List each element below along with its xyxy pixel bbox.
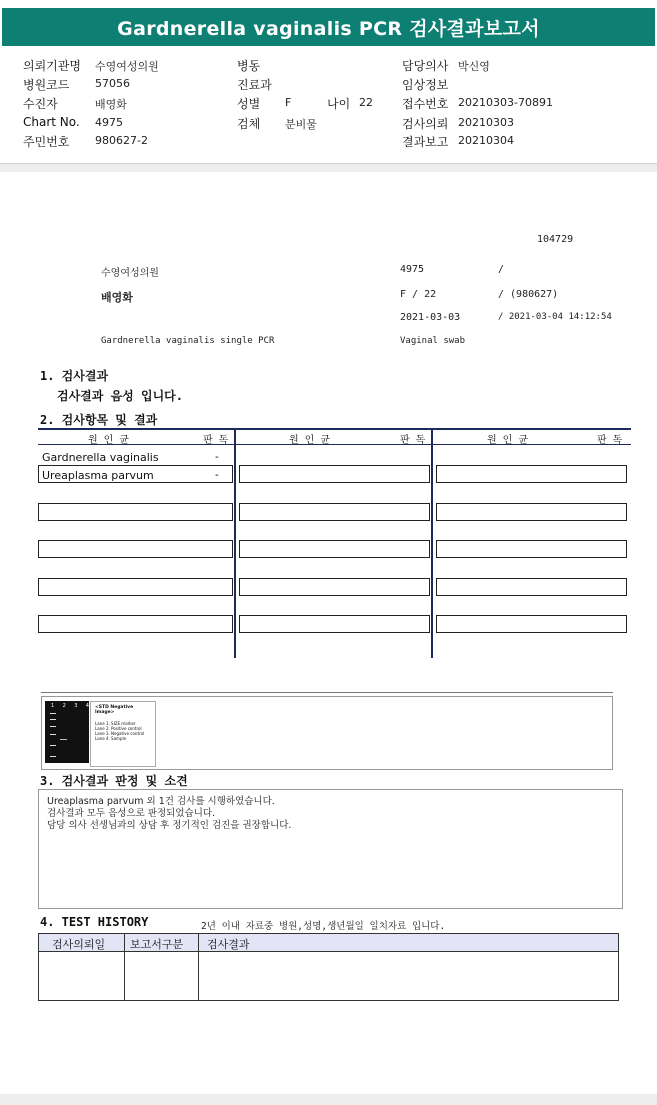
receipt-label: 접수번호 — [402, 97, 449, 111]
age-value: 22 — [359, 96, 373, 109]
chart-label: Chart No. — [23, 115, 80, 129]
institution-value: 수영여성의원 — [95, 60, 159, 73]
table-row — [436, 465, 627, 483]
gel-legend-line-4: Lane 4. Sample — [95, 736, 127, 741]
gel-lane-2: 2 — [62, 703, 66, 709]
report-institution: 수영여성의원 — [101, 268, 159, 279]
opinion-line-2: 검사결과 모두 음성으로 판정되었습니다. — [47, 808, 216, 819]
col-judgement-1: 판 독 — [203, 435, 229, 446]
results-table-top-rule — [38, 428, 631, 430]
gel-legend — [90, 701, 156, 767]
gel-top-rule — [41, 692, 613, 693]
table-row — [239, 615, 430, 633]
opinion-line-3: 담당 의사 선생님과의 상담 후 정기적인 검진을 권장합니다. — [47, 820, 292, 831]
specimen-value: 분비물 — [285, 118, 317, 131]
opinion-box — [38, 789, 623, 909]
chart-value: 4975 — [95, 116, 123, 129]
col-pathogen-3: 원 인 균 — [487, 435, 529, 446]
rrn-value: 980627-2 — [95, 134, 148, 147]
opinion-line-1: Ureaplasma parvum 외 1건 검사를 시행하였습니다. — [47, 796, 275, 807]
result-row-2-value: - — [215, 469, 219, 481]
gel-legend-line-3: Lane 3. Negative control — [95, 731, 145, 736]
hospital-code-value: 57056 — [95, 77, 130, 90]
age-label: 나이 — [327, 97, 351, 111]
report-value: 20210304 — [458, 134, 514, 147]
report-date-reported: / 2021-03-04 14:12:54 — [498, 312, 612, 322]
history-note: 2년 이내 자료중 병원,성명,생년월일 일치자료 입니다. — [201, 921, 446, 932]
section1-title: 1. 검사결과 — [40, 369, 109, 383]
table-row — [38, 503, 233, 521]
rrn-label: 주민번호 — [23, 135, 70, 149]
patient-label: 수진자 — [23, 97, 58, 111]
col-pathogen-2: 원 인 균 — [289, 435, 331, 446]
result-row-1-value: - — [215, 451, 219, 463]
col-judgement-2: 판 독 — [400, 435, 426, 446]
table-row — [38, 615, 233, 633]
report-patient: 배영화 — [101, 291, 133, 304]
report-specimen: Vaginal swab — [400, 336, 466, 346]
institution-label: 의뢰기관명 — [23, 59, 81, 73]
history-col-type: 보고서구분 — [130, 938, 184, 951]
table-row — [239, 540, 430, 558]
report-id-number: 104729 — [537, 234, 574, 245]
doctor-value: 박신영 — [458, 60, 490, 73]
gel-image — [45, 701, 89, 763]
doctor-label: 담당의사 — [402, 59, 449, 73]
header-separator — [0, 163, 657, 172]
report-date-received: 2021-03-03 — [400, 312, 461, 323]
results-col-divider-2 — [431, 428, 433, 658]
sex-value: F — [285, 96, 292, 109]
table-row — [436, 503, 627, 521]
dept-label: 진료과 — [237, 78, 272, 92]
results-col-divider-1 — [234, 428, 236, 658]
report-test-name: Gardnerella vaginalis single PCR — [101, 336, 275, 346]
history-divider-1 — [124, 934, 125, 1000]
table-row — [38, 578, 233, 596]
table-row — [239, 503, 430, 521]
report-birth: / (980627) — [498, 289, 559, 300]
history-divider-2 — [198, 934, 199, 1000]
history-col-result: 검사결과 — [207, 938, 250, 951]
footer-bar — [0, 1094, 657, 1105]
request-label: 검사의뢰 — [402, 117, 449, 131]
section1-result: 검사결과 음성 입니다. — [57, 389, 184, 403]
result-row-1-name: Gardnerella vaginalis — [42, 451, 159, 464]
table-row — [436, 615, 627, 633]
clinical-label: 임상정보 — [402, 78, 449, 92]
col-pathogen-1: 원 인 균 — [88, 435, 130, 446]
gel-legend-line-1: Lane 1. SIZE marker — [95, 721, 136, 726]
gel-lane-3: 3 — [74, 703, 78, 709]
table-row — [38, 540, 233, 558]
col-judgement-3: 판 독 — [597, 435, 623, 446]
result-row-2-name: Ureaplasma parvum — [42, 469, 154, 482]
table-row — [436, 540, 627, 558]
table-row — [239, 578, 430, 596]
receipt-value: 20210303-70891 — [458, 96, 553, 109]
gel-legend-line-2: Lane 2. Positive control — [95, 726, 142, 731]
section2-title: 2. 검사항목 및 결과 — [40, 413, 158, 427]
gel-legend-title: <STD Negative Image> — [95, 705, 134, 715]
report-chart: 4975 — [400, 264, 425, 275]
request-value: 20210303 — [458, 116, 514, 129]
history-col-date: 검사의뢰일 — [52, 938, 106, 951]
gel-lane-1: 1 — [51, 703, 55, 709]
report-sex-age: F / 22 — [400, 289, 437, 300]
ward-label: 병동 — [237, 59, 261, 73]
history-table — [38, 933, 619, 1001]
section4-title: 4. TEST HISTORY — [40, 915, 149, 929]
section3-title: 3. 검사결과 판정 및 소견 — [40, 774, 188, 788]
specimen-label: 검체 — [237, 117, 261, 131]
table-row — [436, 578, 627, 596]
table-row — [239, 465, 430, 483]
report-label: 결과보고 — [402, 135, 449, 149]
patient-value: 배영화 — [95, 98, 127, 111]
history-table-head — [39, 934, 618, 952]
gel-lane-4: 4 — [85, 703, 89, 709]
sex-label: 성별 — [237, 97, 261, 111]
hospital-code-label: 병원코드 — [23, 78, 70, 92]
report-title: Gardnerella vaginalis PCR 검사결과보고서 — [2, 8, 655, 46]
report-slash: / — [498, 264, 505, 275]
